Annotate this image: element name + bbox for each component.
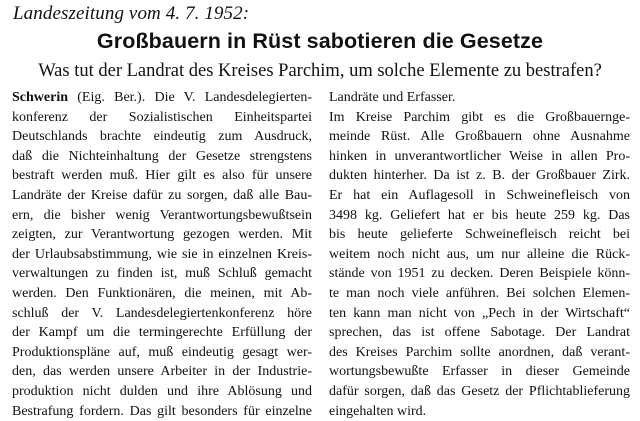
right-column-line: hinken in unverantwortlicher Weise in allen Pro- bbox=[329, 147, 630, 167]
right-column-line: meinde Rüst. Alle Großbauern ohne Ausnahme bbox=[329, 127, 630, 147]
left-column-line: der Kampf um die termingerechte Erfüllung der bbox=[12, 323, 312, 343]
source-line: Landeszeitung vom 4. 7. 1952: bbox=[13, 3, 249, 25]
left-column-line: schluß der V. Landesdelegiertenkonferenz höre bbox=[12, 304, 312, 324]
right-column-line: weitem noch nicht aus, um nur alleine die Rück- bbox=[329, 245, 630, 265]
right-column-line: Er hat ein Auflagesoll in Schweinefleisch von bbox=[329, 186, 630, 206]
right-column-line: dukten hinterher. Da ist z. B. der Großbauer Zirk. bbox=[329, 166, 630, 186]
right-column-line: ten kann man nicht von „Pech in der Wirtschaft“ bbox=[329, 304, 630, 324]
right-column-line: Im Kreise Parchim gibt es die Großbauernge- bbox=[329, 108, 630, 128]
dateline: Schwerin bbox=[12, 90, 68, 105]
right-column bbox=[329, 88, 630, 421]
headline: Großbauern in Rüst sabotieren die Gesetze bbox=[0, 29, 640, 54]
left-column bbox=[12, 88, 312, 421]
left-column-line: werden. Den Funktionären, die meinen, mit Ab- bbox=[12, 284, 312, 304]
right-column-line: eingehalten wird. bbox=[329, 402, 630, 421]
right-column-line: dafür sorgen, daß das Gesetz der Pflichtablieferung bbox=[329, 382, 630, 402]
left-column-line: Produktionspläne auf, muß eindeutig gesagt wer- bbox=[12, 343, 312, 363]
left-column-line: Deutschlands brachte eindeutig zum Ausdruck, bbox=[12, 127, 312, 147]
left-column-line bbox=[12, 88, 312, 108]
left-column-line: Landräte der Kreise dafür zu sorgen, daß alle Bau- bbox=[12, 186, 312, 206]
right-column-line: te man noch viele anführen. Bei solchen Elemen- bbox=[329, 284, 630, 304]
right-column-line: stände von 1951 zu decken. Deren Beispiele könn- bbox=[329, 264, 630, 284]
left-column-line: Bestrafung fordern. Das gilt besonders für einzelne bbox=[12, 402, 312, 421]
right-column-line: wortungsbewußte Erfasser in dieser Gemeinde bbox=[329, 362, 630, 382]
right-column-line: 3498 kg. Geliefert hat er bis heute 259 kg. Das bbox=[329, 206, 630, 226]
right-column-line: Landräte und Erfasser. bbox=[329, 88, 630, 108]
left-column-line: der Urlaubsabstimmung, wie sie in einzelnen Kreis- bbox=[12, 245, 312, 265]
right-column-line: des Kreises Parchim sollte anordnen, daß verant- bbox=[329, 343, 630, 363]
left-column-line: ern, die bisher wenig Verantwortungsbewußtsein bbox=[12, 206, 312, 226]
dateline-rest: (Eig. Ber.). Die V. Landesdelegierten- bbox=[68, 90, 312, 105]
left-column-line: zeigten, zur Verantwortung gezogen werden. Mit bbox=[12, 225, 312, 245]
left-column-line: verwaltungen zu finden ist, muß Schluß gemacht bbox=[12, 264, 312, 284]
left-column-line: bestraft werden muß. Hier gilt es also für unsere bbox=[12, 166, 312, 186]
right-column-line: sprechen, das ist offene Sabotage. Der Landrat bbox=[329, 323, 630, 343]
right-column-line: bis heute gelieferte Schweinefleisch reicht bei bbox=[329, 225, 630, 245]
left-column-line: den, das werden unsere Arbeiter in der Industrie- bbox=[12, 362, 312, 382]
left-column-line: konferenz der Sozialistischen Einheitspartei bbox=[12, 108, 312, 128]
left-column-line: daß die Nichteinhaltung der Gesetze strengstens bbox=[12, 147, 312, 167]
left-column-line: produktion nicht dulden und ihre Ablösung und bbox=[12, 382, 312, 402]
subheadline: Was tut der Landrat des Kreises Parchim, um solche Elemente zu bestrafen? bbox=[0, 61, 640, 82]
